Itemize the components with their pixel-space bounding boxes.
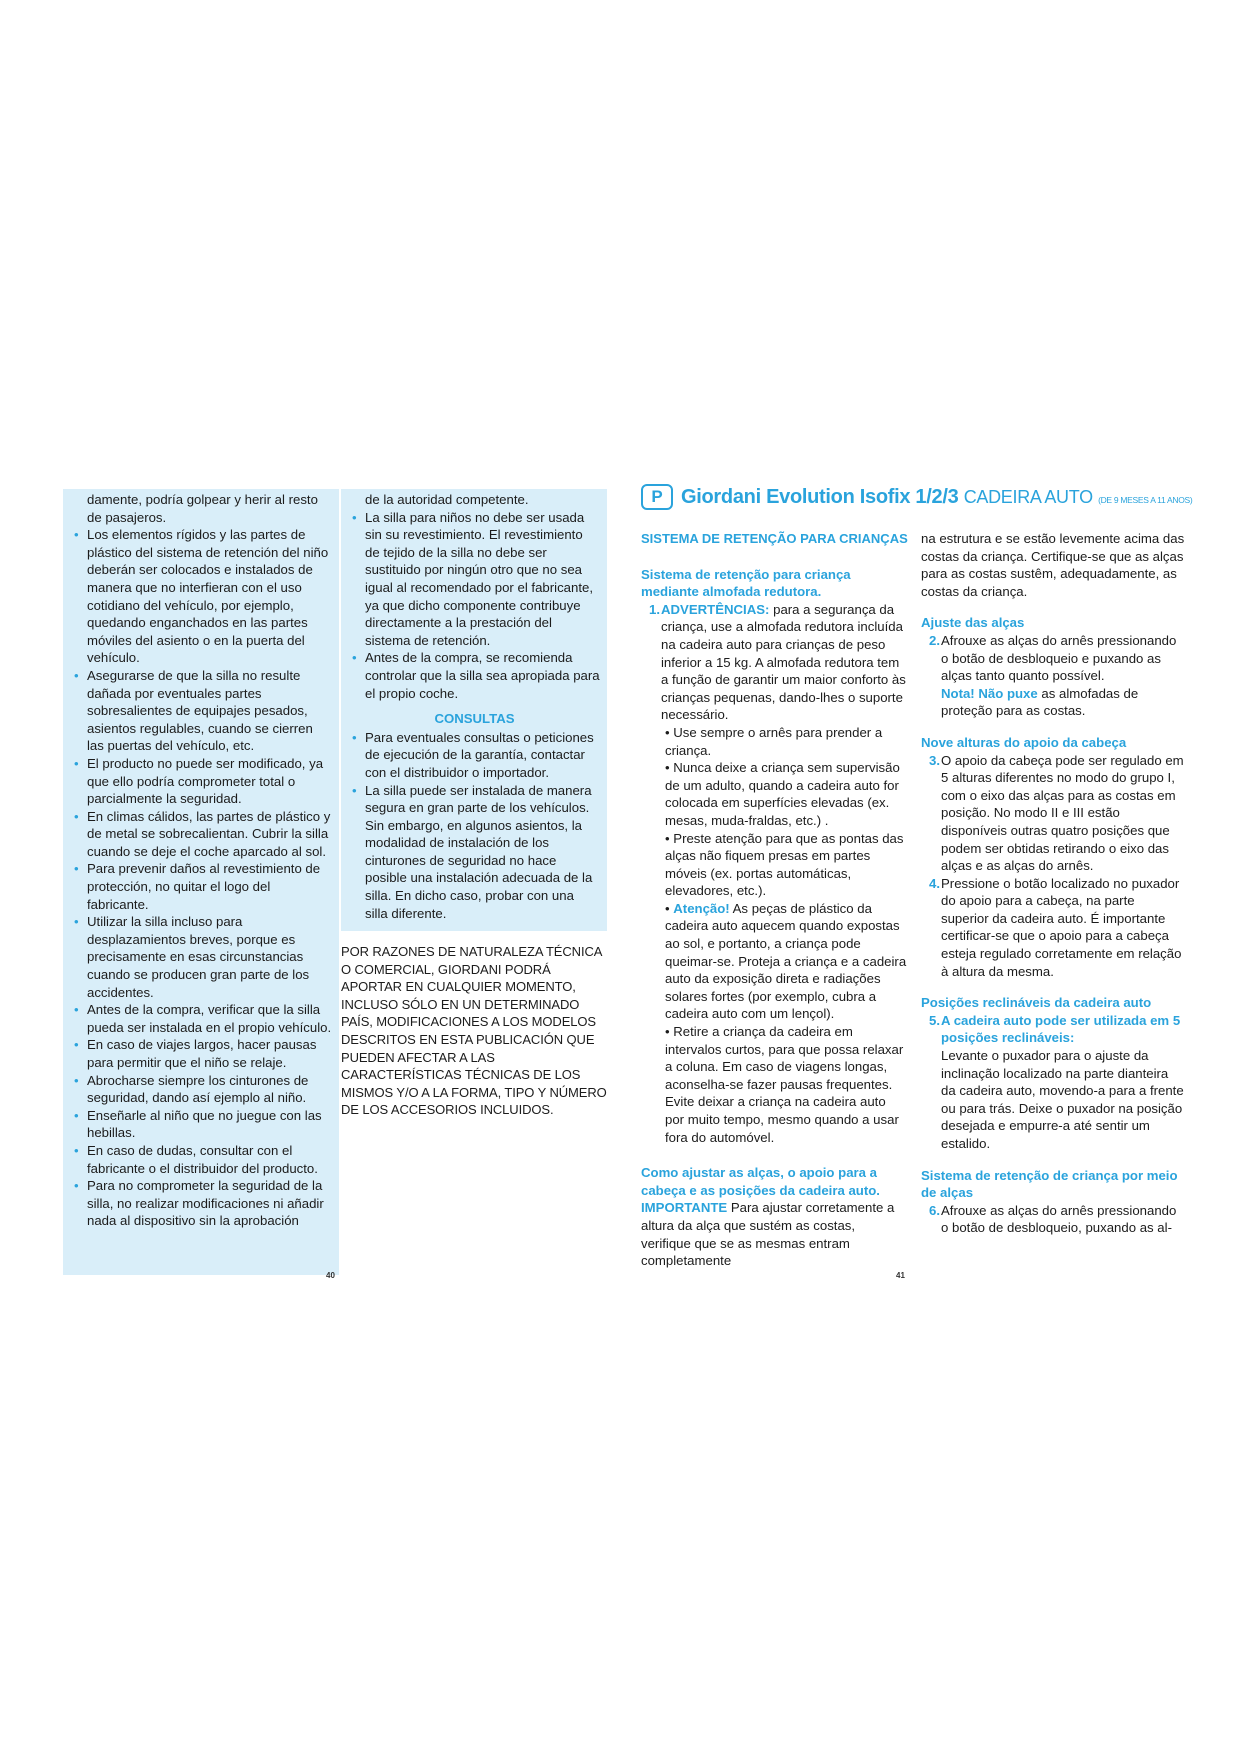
page-number-left: 40 (326, 1271, 335, 1280)
page-number-right: 41 (896, 1271, 905, 1280)
list-item: • Para eventuales consultas o peticiones de ejecución de la garantía, contactar con el distribuidor o importador. (349, 729, 600, 782)
list-item: • La silla puede ser instalada de manera segura en gran parte de los vehículos. Sin embargo, en algunos asientos, la modalidad de instalación de los cinturones de seguridad no hace posible una instalación adecuada de la silla. En dicho caso, probar con una silla diferente. (349, 782, 600, 923)
spanish-warnings-column-1 (63, 489, 339, 1275)
subsection-heading: Nove alturas do apoio da cabeça (921, 734, 1127, 750)
numbered-item: 5. A cadeira auto pode ser utilizada em 5 posições reclináveis: (929, 1012, 1181, 1046)
list-item: • Para no comprometer la seguridad de la silla, no realizar modificaciones ni añadir nada al dispositivo sin la aprobación (71, 1177, 333, 1230)
list-item: • En caso de viajes largos, hacer pausas para permitir que el niño se relaje. (71, 1036, 333, 1071)
subsection-heading: Sistema de retenção para criança mediante almofada redutora. (641, 566, 851, 600)
list-item: • El producto no puede ser modificado, ya que ello podría comprometer total o parcialmente la seguridad. (71, 755, 333, 808)
list-item: • Para prevenir daños al revestimiento de protección, no quitar el logo del fabricante. (71, 860, 333, 913)
list-item: • Antes de la compra, se recomienda controlar que la silla sea apropiada para el propio coche. (349, 649, 600, 702)
warning-text: para a segurança da criança, use a almofada redutora incluída na cadeira auto para crianças de peso inferior a 15 kg. A almofada redutora tem a função de garantir um maior conforto às crianças pequenas, dando-lhes o suporte necessário. (661, 601, 906, 723)
numbered-item: 6. Afrouxe as alças do arnês pressionando o botão de desbloqueio, puxando as al- (929, 1202, 1177, 1236)
important-note: IMPORTANTE Para ajustar corretamente a altura da alça que sustém as costas, verifique que se as mesmas entram completamente (641, 1200, 895, 1269)
consultas-heading: CONSULTAS (434, 711, 515, 727)
subsection-heading: Como ajustar as alças, o apoio para a cabeça e as posições da cadeira auto. (641, 1165, 880, 1198)
disclaimer-text: POR RAZONES DE NATURALEZA TÉCNICA O COMERCIAL, GIORDANI PODRÁ APORTAR EN CUALQUIER MOMENTO, INCLUSO SÓLO EN UN DETERMINADO PAÍS, MODIFICACIONES A LOS MODELOS DESCRITOS EN ESTA PUBLICACIÓN QUE PUEDEN AFECTAR A LAS CARACTERÍSTICAS TÉCNICAS DE LOS MISMOS Y/O A LA FORMA, TIPO Y NÚMERO DE LOS ACCESORIOS INCLUIDOS. (341, 944, 607, 1118)
product-type: CADEIRA AUTO (963, 487, 1093, 507)
list-item: • Nunca deixe a criança sem supervisão de um adulto, quando a cadeira auto for colocada em superfícies elevadas (ex. mesas, muda-fraldas, etc.) . (665, 760, 900, 828)
language-badge: P (641, 484, 673, 510)
product-name: Giordani Evolution Isofix 1/2/3 (681, 486, 959, 508)
list-item: • Los elementos rígidos y las partes de plástico del sistema de retención del niño deberán ser colocados e instalados de manera que no interfieran con el uso cotidiano del vehículo, por ejemplo, quedando enganchados en las partes móviles del asiento o en la puerta del vehículo. (71, 526, 333, 667)
list-item: • En climas cálidos, las partes de plástico y de metal se sobrecalientan. Cubrir la silla cuando se deje el coche aparcado al sol. (71, 808, 333, 861)
continued-text: damente, podría golpear y herir al resto de pasajeros. (87, 492, 318, 525)
continued-text: de la autoridad competente. (365, 492, 529, 507)
list-item: • Preste atenção para que as pontas das alças não fiquem presas em partes móveis (ex. portas automáticas, elevadores, etc.). (665, 830, 904, 899)
list-item: • Enseñarle al niño que no juegue con las hebillas. (71, 1107, 333, 1142)
note: Nota! Não puxe as almofadas de proteção para as costas. (941, 685, 1139, 719)
continued-text: na estrutura e se estão levemente acima das costas da criança. Certifique-se que as alças para as costas sustêm, adequadamente, as costas da criança. (921, 531, 1185, 599)
numbered-item: 2. Afrouxe as alças do arnês pressionando o botão de desbloqueio e puxando as alças tanto quanto possível. (929, 632, 1177, 684)
list-item: • Asegurarse de que la silla no resulte dañada por eventuales partes sobresalientes de equipajes pesados, asientos regulables, cuando se cierren las puertas del vehículo, etc. (71, 667, 333, 755)
portuguese-column-1 (641, 530, 908, 1270)
list-item: • La silla para niños no debe ser usada sin su revestimiento. El revestimiento de tejido de la silla no debe ser sustituido por ningún otro que no sea igual al recomendado por el fabricante, ya que dicho componente contribuye directamente a la prestación del sistema de retención. (349, 509, 600, 650)
list-item: • Utilizar la silla incluso para desplazamientos breves, porque es precisamente en esas circunstancias cuando se producen gran parte de los accidentes. (71, 913, 333, 1001)
warning-list (71, 526, 333, 1230)
portuguese-column-2 (921, 530, 1185, 1237)
numbered-item: 3. O apoio da cabeça pode ser regulado em 5 alturas diferentes no modo do grupo I, com o eixo das alças para as costas em posição. No modo II e III estão disponíveis outras quatro posições que podem ser obtidas retirando o eixo das alças e as alças do arnês. (929, 752, 1184, 874)
list-item: • Use sempre o arnês para prender a criança. (665, 724, 883, 758)
list-item: • En caso de dudas, consultar con el fabricante o el distribuidor del producto. (71, 1142, 333, 1177)
numbered-item: 4. Pressione o botão localizado no puxador do apoio para a cabeça, na parte superior da cadeira auto. É importante certificar-se que o apoio para a cabeça esteja regulado corretamente em relação à altura da mesma. (929, 875, 1182, 979)
warning-label: ADVERTÊNCIAS: (661, 601, 770, 617)
spanish-warnings-column-2 (341, 489, 607, 931)
list-item: • Abrocharse siempre los cinturones de seguridad, dando así ejemplo al niño. (71, 1072, 333, 1107)
section-heading: SISTEMA DE RETENÇÃO PARA CRIANÇAS (641, 531, 908, 546)
subsection-heading: Ajuste das alças (921, 615, 1025, 631)
list-item: • Atenção! As peças de plástico da cadeira auto aquecem quando expostas ao sol, e portanto, a criança pode queimar-se. Proteja a criança e a cadeira auto da exposição direta e radiações solares fortes (por exemplo, cubra a cadeira auto com um lençol). (665, 900, 907, 1022)
list-item: • Retire a criança da cadeira em intervalos curtos, para que possa relaxar a coluna. Em caso de viagens longas, aconselha-se fazer pausas frequentes. Evite deixar a criança na cadeira auto por muito tempo, mesmo quando a usar fora do automóvel. (665, 1024, 904, 1145)
list-item: • Antes de la compra, verificar que la silla pueda ser instalada en el propio vehículo. (71, 1001, 333, 1036)
subsection-heading: Sistema de retenção de criança por meio de alças (921, 1167, 1178, 1201)
age-range: (DE 9 MESES A 11 ANOS) (1098, 495, 1193, 505)
item-number: 1. (649, 601, 660, 617)
subsection-heading: Posições reclináveis da cadeira auto (921, 995, 1152, 1011)
page-title (641, 484, 1201, 510)
numbered-item (641, 601, 908, 724)
paragraph: Levante o puxador para o ajuste da inclinação localizado na parte dianteira da cadeira auto, movendo-a para a frente ou para trás. Deixe o puxador na posição desejada e empurre-a até sentir um estalido. (941, 1048, 1184, 1151)
